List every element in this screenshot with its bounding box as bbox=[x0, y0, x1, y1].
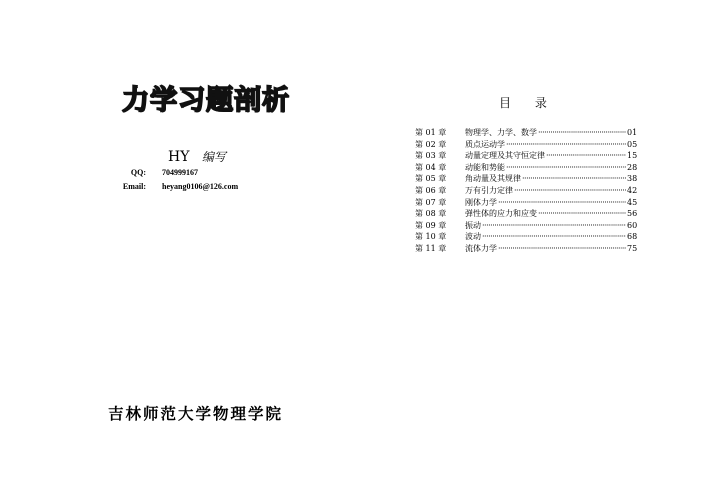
toc-page bbox=[351, 0, 702, 496]
toc-page-number: 28 bbox=[627, 162, 638, 172]
toc-leader-dots bbox=[482, 231, 626, 243]
email-value: heyang0106@126.com bbox=[162, 182, 239, 191]
toc-title: 角动量及其规律 bbox=[465, 174, 521, 184]
email-label: Email: bbox=[122, 182, 146, 191]
toc-title: 动量定理及其守恒定律 bbox=[465, 151, 545, 161]
toc-page-number: 56 bbox=[627, 209, 638, 219]
toc-leader-dots bbox=[538, 208, 626, 220]
toc-title: 振动 bbox=[465, 220, 481, 230]
email-row bbox=[94, 182, 238, 191]
toc-page-number: 75 bbox=[627, 243, 638, 253]
toc-title: 万有引力定律 bbox=[465, 185, 513, 195]
toc-leader-dots bbox=[506, 139, 626, 151]
author-role: 编写 bbox=[201, 150, 226, 164]
toc-title: 质点运动学 bbox=[465, 139, 505, 149]
toc-chapter: 第 02 章 bbox=[415, 139, 447, 149]
toc-page-number: 45 bbox=[627, 197, 638, 207]
toc-title: 动能和势能 bbox=[465, 162, 505, 172]
toc-entry[interactable] bbox=[415, 231, 637, 243]
qq-value: 704999167 bbox=[162, 168, 198, 177]
toc-title: 弹性体的应力和应变 bbox=[465, 209, 537, 219]
toc-list bbox=[415, 127, 637, 255]
toc-entry[interactable] bbox=[415, 185, 637, 197]
school-name: 吉林师范大学物理学院 bbox=[108, 405, 284, 423]
toc-title: 波动 bbox=[465, 232, 481, 242]
toc-title: 刚体力学 bbox=[465, 197, 497, 207]
toc-chapter: 第 05 章 bbox=[415, 174, 447, 184]
qq-label: QQ: bbox=[130, 168, 146, 177]
toc-leader-dots bbox=[482, 220, 626, 232]
book-title: 力学习题剖析 bbox=[122, 85, 290, 116]
qq-row bbox=[100, 168, 198, 177]
toc-entry[interactable] bbox=[415, 162, 637, 174]
toc-page-number: 68 bbox=[627, 232, 638, 242]
toc-chapter: 第 06 章 bbox=[415, 185, 447, 195]
toc-entry[interactable] bbox=[415, 139, 637, 151]
toc-entry[interactable] bbox=[415, 208, 637, 220]
toc-chapter: 第 10 章 bbox=[415, 232, 447, 242]
toc-page-number: 42 bbox=[627, 185, 638, 195]
toc-page-number: 15 bbox=[627, 151, 638, 161]
toc-chapter: 第 11 章 bbox=[415, 243, 447, 253]
toc-leader-dots bbox=[506, 162, 626, 174]
toc-leader-dots bbox=[546, 150, 626, 162]
toc-entry[interactable] bbox=[415, 243, 637, 255]
toc-page-number: 38 bbox=[627, 174, 638, 184]
toc-leader-dots bbox=[514, 185, 626, 197]
toc-chapter: 第 01 章 bbox=[415, 128, 447, 137]
toc-page-number: 60 bbox=[627, 220, 638, 230]
author-line bbox=[168, 148, 226, 165]
toc-leader-dots bbox=[498, 197, 626, 209]
toc-page-number: 05 bbox=[627, 139, 638, 149]
toc-chapter: 第 07 章 bbox=[415, 197, 447, 207]
toc-entry[interactable] bbox=[415, 150, 637, 162]
toc-title: 流体力学 bbox=[465, 243, 497, 253]
toc-chapter: 第 03 章 bbox=[415, 151, 447, 161]
toc-entry[interactable] bbox=[415, 173, 637, 185]
toc-chapter: 第 04 章 bbox=[415, 162, 447, 172]
toc-chapter: 第 09 章 bbox=[415, 220, 447, 230]
toc-leader-dots bbox=[498, 243, 626, 255]
toc-page-number: 01 bbox=[627, 128, 638, 137]
toc-title: 物理学、力学、数学 bbox=[465, 128, 537, 137]
toc-heading: 目 录 bbox=[499, 96, 557, 110]
toc-leader-dots bbox=[538, 127, 626, 139]
toc-chapter: 第 08 章 bbox=[415, 209, 447, 219]
toc-entry[interactable] bbox=[415, 220, 637, 232]
toc-entry[interactable] bbox=[415, 197, 637, 209]
toc-leader-dots bbox=[522, 173, 626, 185]
toc-entry[interactable] bbox=[415, 127, 637, 139]
author-name: HY bbox=[168, 149, 190, 165]
